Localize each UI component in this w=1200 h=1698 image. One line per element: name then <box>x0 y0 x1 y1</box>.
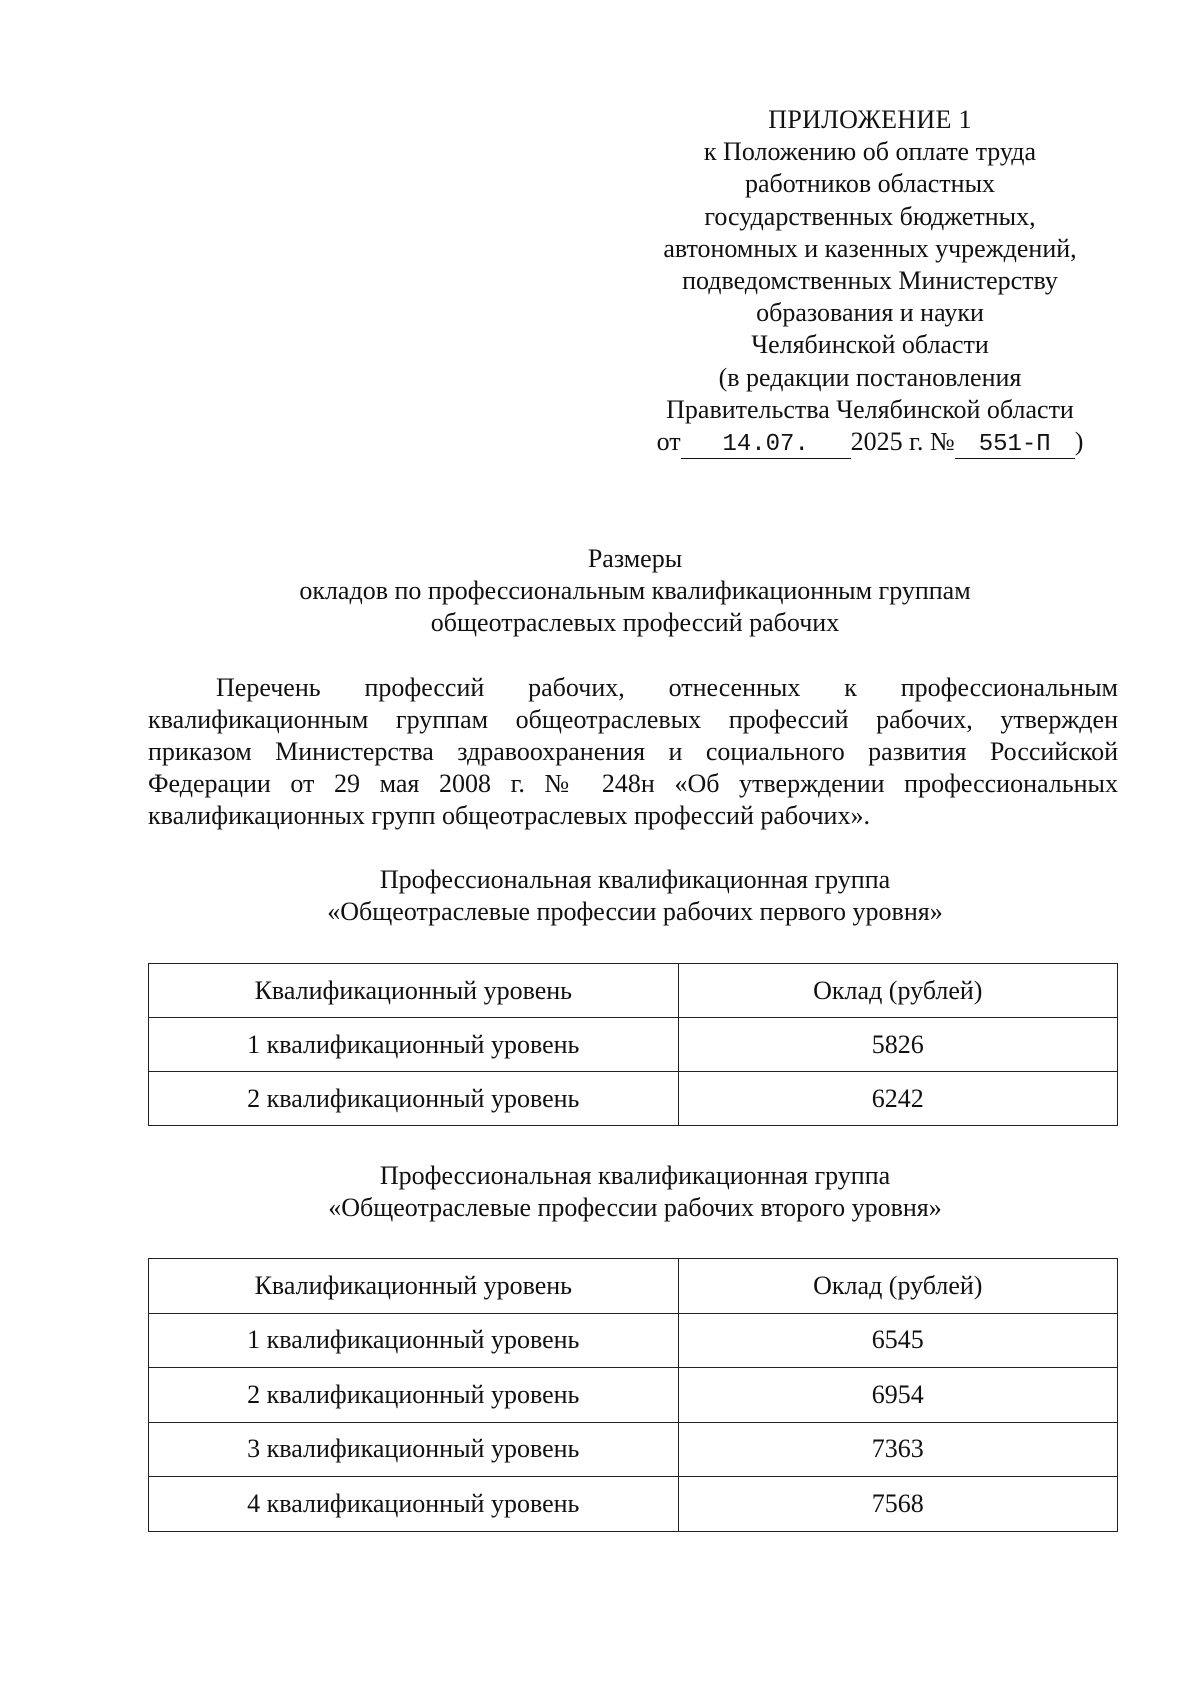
heading-line: Размеры <box>587 544 683 573</box>
resolution-date-line <box>625 426 1115 459</box>
heading-line: окладов по профессиональным квалификационным группам <box>299 576 971 605</box>
intro-paragraph: Перечень профессий рабочих, отнесенных к профессиональным квалификационным группам общеотраслевых профессий рабочих, утвержден приказом Министерства здравоохранения и социального развития Российской Федерации от 29 мая 2008 г. № 248н «Об утверждении профессиональных квалификационных групп общеотраслевых профессий рабочих». <box>148 673 1118 830</box>
salary-cell: 5826 <box>678 1018 1117 1072</box>
heading-line: общеотраслевых профессий рабочих <box>430 608 840 637</box>
table-row <box>149 1422 1118 1477</box>
appendix-line: (в редакции постановления <box>718 362 1022 392</box>
appendix-line: образования и науки <box>756 298 984 328</box>
appendix-line: государственных бюджетных, <box>704 201 1036 231</box>
date-prefix: от <box>656 427 681 457</box>
salary-table-first-level <box>148 963 1118 1126</box>
appendix-title: ПРИЛОЖЕНИЕ 1 <box>768 105 972 134</box>
group-caption-first-level <box>150 864 1120 928</box>
closing-paren: ) <box>1074 427 1084 457</box>
appendix-line: работников областных <box>744 169 996 199</box>
salary-cell: 6545 <box>678 1313 1117 1368</box>
level-cell: 2 квалификационный уровень <box>149 1072 679 1126</box>
column-header-level: Квалификационный уровень <box>149 964 679 1018</box>
appendix-line: Челябинской области <box>751 330 989 360</box>
appendix-line: подведомственных Министерству <box>682 266 1058 296</box>
salary-cell: 6954 <box>678 1368 1117 1423</box>
resolution-year: 2025 г. № <box>850 427 955 457</box>
appendix-header <box>625 104 1115 459</box>
salary-cell: 6242 <box>678 1072 1117 1126</box>
level-cell: 1 квалификационный уровень <box>149 1018 679 1072</box>
table-row <box>149 1072 1118 1126</box>
level-cell: 3 квалификационный уровень <box>149 1422 679 1477</box>
group-caption-line: Профессиональная квалификационная группа <box>379 1161 891 1190</box>
appendix-line: Правительства Челябинской области <box>666 394 1074 424</box>
table-row <box>149 1313 1118 1368</box>
column-header-level: Квалификационный уровень <box>149 1259 679 1314</box>
level-cell: 4 квалификационный уровень <box>149 1477 679 1532</box>
level-cell: 1 квалификационный уровень <box>149 1313 679 1368</box>
table-row <box>149 1477 1118 1532</box>
resolution-number: 551-П <box>955 432 1075 459</box>
group-caption-line: «Общеотраслевые профессии рабочих второго уровня» <box>328 1193 942 1222</box>
appendix-line: к Положению об оплате труда <box>703 137 1037 167</box>
table-row <box>149 1018 1118 1072</box>
table-row <box>149 1368 1118 1423</box>
group-caption-line: «Общеотраслевые профессии рабочих первого уровня» <box>327 897 943 926</box>
table-header-row <box>149 964 1118 1018</box>
group-caption-second-level <box>150 1160 1120 1224</box>
table-header-row <box>149 1259 1118 1314</box>
resolution-date: 14.07. <box>681 432 851 459</box>
salary-table-second-level <box>148 1258 1118 1532</box>
salary-cell: 7363 <box>678 1422 1117 1477</box>
column-header-salary: Оклад (рублей) <box>678 1259 1117 1314</box>
group-caption-line: Профессиональная квалификационная группа <box>379 865 891 894</box>
level-cell: 2 квалификационный уровень <box>149 1368 679 1423</box>
column-header-salary: Оклад (рублей) <box>678 964 1117 1018</box>
appendix-line: автономных и казенных учреждений, <box>663 233 1077 263</box>
document-heading <box>150 543 1120 639</box>
salary-cell: 7568 <box>678 1477 1117 1532</box>
